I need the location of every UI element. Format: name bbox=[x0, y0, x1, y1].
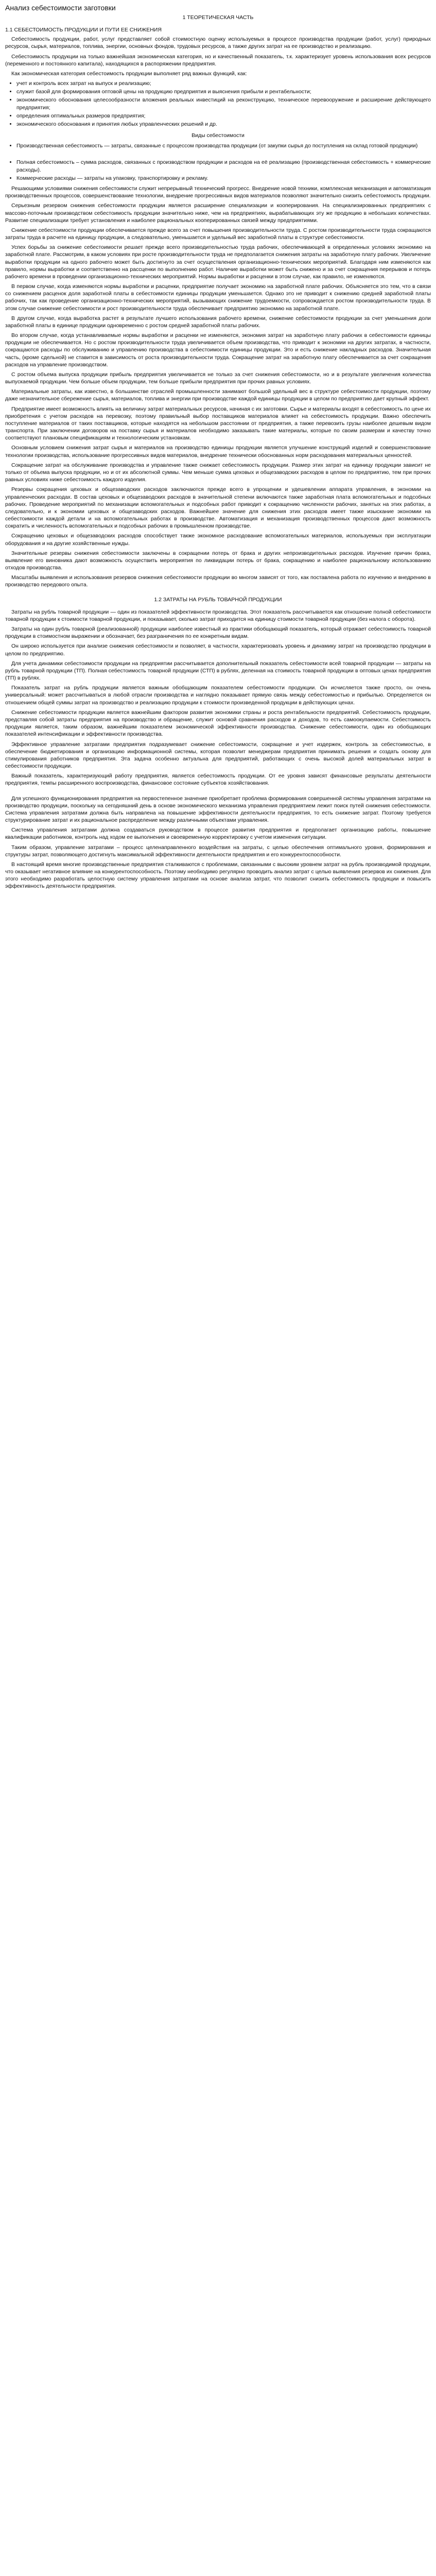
paragraph: Система управления затратами должна создаваться руководством в процессе развития предприятия и предполагает организацию работы, повышение квалификации работников, контроль над ходом ее выполнения и своевременную корректировку с учетом изменения ситуации. bbox=[5, 827, 431, 841]
paragraph: Себестоимость продукции на только важнейшая экономическая категория, но и качественный показатель, т.к. характеризует уровень использования всех ресурсов (переменного и постоянного капитала), находящихся в распоряжении предприятия. bbox=[5, 53, 431, 67]
list-item: • определения оптимальных размеров предприятия; bbox=[16, 112, 431, 120]
document-title: Анализ себестоимости заготовки bbox=[5, 4, 116, 12]
paragraph: Эффективное управление затратами предприятия подразумевает снижение себестоимости, сокращение и учет издержек, контроль за себестоимостью, в обеспечение бюджетирования и организацию информационной системы, которая позволит менеджерам предприятия принимать решения и создать основу для стимулирования работников предприятия. Эта задача особенно актуальна для предприятий, работающих с очень высокой долей материальных затрат в себестоимости продукции. bbox=[5, 741, 431, 770]
paragraph: В первом случае, когда изменяются нормы выработки и расценки, предприятие получает экономию на заработной плате рабочих. Объясняется это тем, что в связи со снижением расценок доля заработной платы в себестоимости единицы продукции уменьшается. Однако это не приводит к снижению средней заработной платы рабочих, так как проведение организационно-технических мероприятий, вызывающих снижение трудоемкости, сопровождается ростом производительности труда. В этом случае снижение себестоимости и рост производительности труда обеспечивает предприятию экономию на заработной плате. bbox=[5, 283, 431, 312]
section-title: 1.1 СЕБЕСТОИМОСТЬ ПРОДУКЦИИ И ПУТИ ЕЕ СНИЖЕНИЯ bbox=[5, 27, 162, 33]
list-item: • экономического обоснования и принятия любых управленческих решений и др. bbox=[16, 121, 431, 128]
paragraph: Основным условием снижения затрат сырья и материалов на производство единицы продукции является улучшение конструкций изделий и совершенствование технологии производства, использование прогрессивных видов материалов, внедрение технически обоснованных норм расходования материальных ценностей. bbox=[5, 445, 431, 459]
list-item: • Производственная себестоимость — затраты, связанные с процессом производства продукции (от закупки сырья до поступления на склад готовой продукции) bbox=[16, 142, 431, 149]
paragraph: Резервы сокращения цеховых и общезаводских расходов заключаются прежде всего в упрощении и удешевлении аппарата управления, в экономии на управленческих расходах. В состав цеховых и общезаводских расходов в значительной степени включаются также заработная плата вспомогательных и подсобных рабочих. Проведение мероприятий по механизации вспомогательных и подсобных работ приводит к сокращению численности рабочих, занятых на этих работах, а следовательно, и к экономии цеховых и общезаводских расходов. Важнейшее значение для снижения этих расходов имеет также изыскание экономии на себестоимости каждой детали и на вспомогательных работах в производстве. Автоматизация и механизация производственных процессов дают возможность сократить и численность вспомогательных и подсобных рабочих в промышленном производстве. bbox=[5, 486, 431, 530]
paragraph: Материальные затраты, как известно, в большинстве отраслей промышленности занимают большой удельный вес в структуре себестоимости продукции, поэтому даже незначительное сбережение сырья, материалов, топлива и энергии при производстве каждой единицы продукции в целом по предприятию дает крупный эффект. bbox=[5, 388, 431, 402]
paragraph: Значительные резервы снижения себестоимости заключены в сокращении потерь от брака и других непроизводительных расходов. Изучение причин брака, выявление его виновника дают возможность осуществить мероприятия по ликвидации потерь от брака, сокращению и наиболее рациональному использованию отходов производства. bbox=[5, 550, 431, 571]
part-title: 1 ТЕОРЕТИЧЕСКАЯ ЧАСТЬ bbox=[182, 14, 254, 21]
subheading: Виды себестоимости bbox=[191, 132, 245, 139]
paragraph: В другом случае, когда выработка растет в результате лучшего использования рабочего времени, снижение себестоимости продукции за счет уменьшения доли заработной платы в единице продукции одновременно с ростом средней заработной платы рабочих. bbox=[5, 315, 431, 329]
paragraph: Важный показатель, характеризующий работу предприятия, является себестоимость продукции. От ее уровня зависят финансовые результаты деятельности предприятия, темпы расширенного воспроизводства, финансовое состояние субъектов хозяйствования. bbox=[5, 773, 431, 787]
paragraph: Затраты на рубль товарной продукции — один из показателей эффективности производства. Этот показатель рассчитывается как отношение полной себестоимости товарной продукции к стоимости товарной продукции, и показывает, сколько затрат приходится на единицу стоимости товарной продукции (без налога с оборота). bbox=[5, 608, 431, 622]
paragraph: Во втором случае, когда устанавливаемые нормы выработки и расценки не изменяются, экономия затрат на заработную плату рабочих в себестоимости единицы продукции не обеспечивается. Но с ростом производительности труда увеличивается объем производства, что приводит к экономии на других затратах, в частности, сокращаются расходы по обслуживанию и управлению производства в себестоимости единицы продукции. Это и есть снижение накладных расходов. Значительная часть, (кроме сдельной) не ставится в зависимость от роста производительности труда. Сокращение затрат на заработную плату обеспечивается за счет сокращения расходов на управление производством. bbox=[5, 332, 431, 368]
document-page bbox=[0, 0, 436, 903]
paragraph: Масштабы выявления и использования резервов снижения себестоимости продукции во многом зависят от того, как поставлена работа по изучению и внедрению в производство передового опыта. bbox=[5, 574, 431, 588]
list-item: • учет и контроль всех затрат на выпуск и реализацию; bbox=[16, 80, 431, 87]
section-title: 1.2 ЗАТРАТЫ НА РУБЛЬ ТОВАРНОЙ ПРОДУКЦИИ bbox=[154, 596, 282, 603]
bullet-list bbox=[5, 142, 431, 149]
paragraph: Сокращению цеховых и общезаводских расходов способствует также экономное расходование вспомогательных материалов, используемых при эксплуатации оборудования и на другие хозяйственные нужды. bbox=[5, 533, 431, 547]
bullet-list bbox=[5, 80, 431, 128]
paragraph: Предприятие имеет возможность влиять на величину затрат материальных ресурсов, начиная с их заготовки. Сырье и материалы входят в себестоимость по цене их приобретения с учетом расходов на перевозку, поэтому правильный выбор поставщиков материалов влияет на себестоимость продукции. Важно обеспечить поступление материалов от таких поставщиков, которые находятся на небольшом расстоянии от предприятия, а также перевозить грузы наиболее дешевым видом транспорта. При заключении договоров на поставку сырья и материалов необходимо заказывать такие материалы, которые по своим размерам и качеству точно соответствуют плановым спецификациям и технологическим установкам. bbox=[5, 405, 431, 442]
paragraph: Для успешного функционирования предприятия на первостепенное значение приобретает проблема формирования совершенной системы управления затратами на производство продукции, поскольку на сегодняшний день в основе экономического механизма управления предприятием лежит поиск путей снижения себестоимости. Система управления затратами должна быть направлена на повышение эффективности деятельности предприятия, то есть снижение затрат. Поэтому требуется структурирование затрат и их рациональное распределение между различными объектами управления. bbox=[5, 795, 431, 824]
paragraph: Затраты на один рубль товарной (реализованной) продукции наиболее известный из практики обобщающий показатель, который отражает себестоимость товарной продукции в стоимостном выражении и обозначает, без разграничения по ее конкретным видам. bbox=[5, 626, 431, 640]
paragraph: Таким образом, управление затратами – процесс целенаправленного воздействия на затраты, с целью обеспечения оптимального уровня, формирования и структуры затрат, позволяющего достигнуть максимальной эффективности деятельности предприятия и его конкурентоспособности. bbox=[5, 844, 431, 858]
paragraph: В настоящий время многие производственные предприятия сталкиваются с проблемами, связанными с высоким уровнем затрат на рубль производимой продукции, что оказывает негативное влияние на конкурентоспособность. Поэтому необходимо регулярно проводить анализ затрат с целью выявления резервов их снижения. Для этого необходимо разработать целостную систему управления затратами на основе анализа затрат, что позволит снизить себестоимость продукции и повысить эффективность деятельности предприятия. bbox=[5, 861, 431, 890]
spacer bbox=[5, 790, 431, 795]
paragraph: Решающими условиями снижения себестоимости служит непрерывный технический прогресс. Внедрение новой техники, комплексная механизация и автоматизация производственных процессов, совершенствование технологии, внедрение прогрессивных видов материалов позволяют значительно снизить себестоимость продукции. bbox=[5, 185, 431, 199]
paragraph: Успех борьбы за снижение себестоимости решает прежде всего производительностью труда рабочих, обеспечивающей в определенных условиях экономию на заработной плате. Рассмотрим, в каком условиях при росте производительности труда не предполагается снижения затраты на заработную плату рабочих. Увеличение выработки продукции на одного рабочего может быть достигнуто за счет осуществления организационно-технических мероприятий. Благодаря ним изменяются как правило, нормы выработки и соответственно на рассценки по выполнению работ. Наличие выработки может быть снижено и за счет сокращения перерывов и потерь рабочего времени в проведении организационно-технических мероприятий. Нормы выработки и расценки в этом случае, как правило, не изменяются. bbox=[5, 244, 431, 280]
paragraph: Снижение себестоимости продукции является важнейшим фактором развития экономики страны и роста рентабельности предприятий. Себестоимость продукции, представляя собой затраты предприятия на производство и обращение, служит основой сравнения расходов и доходов, то есть самоокупаемости. Себестоимость продукции является, таким образом, важнейшим показателем экономической эффективности производства. Снижение себестоимости, один из обобщающих показателей интенсификации и эффективности производства. bbox=[5, 709, 431, 738]
paragraph: С ростом объема выпуска продукции прибыль предприятия увеличивается не только за счет снижения себестоимости, но и в результате увеличения количества выпускаемой продукции. Чем больше объем продукции, тем больше прибыли предприятия при прочих равных условиях. bbox=[5, 371, 431, 385]
list-item: • Полная себестоимость – сумма расходов, связанных с производством продукции и расходов на её реализацию (производственная себестоимость + коммерческие расходы). bbox=[16, 159, 431, 173]
paragraph: Как экономическая категория себестоимость продукции выполняет ряд важных функций, как: bbox=[11, 70, 247, 77]
paragraph: Себестоимость продукции, работ, услуг представляет собой стоимостную оценку используемых в процессе производства продукции (работ, услуг) природных ресурсов, сырья, материалов, топлива, энергии, основных фондов, трудовых ресурсов, а также других затрат на ее производство и реализацию. bbox=[5, 36, 431, 50]
document-body bbox=[5, 36, 431, 890]
bullet-list bbox=[5, 159, 431, 182]
list-item: • экономического обоснования целесообразности вложения реальных инвестиций на реконструкцию, техническое перевооружение и расширение действующего предприятия; bbox=[16, 96, 431, 111]
paragraph: Показатель затрат на рубль продукции является важным обобщающим показателем себестоимости продукции. Он исчисляется также просто, он очень универсальный: может рассчитываться в любой отрасли производства и наглядно показывает прямую связь между себестоимостью и прибылью. Определяется он отношением общей суммы затрат на производство и реализацию продукции к стоимости произведенной продукции в действующих ценах. bbox=[5, 685, 431, 706]
paragraph: Он широко используется при анализе снижения себестоимости и позволяет, в частности, характеризовать уровень и динамику затрат на производство продукции в целом по предприятию. bbox=[5, 643, 431, 657]
paragraph: Сокращение затрат на обслуживание производства и управление также снижает себестоимость продукции. Размер этих затрат на единицу продукции зависит не только от объема выпуска продукции, но и от их абсолютной суммы. Чем меньше сумма цеховых и общезаводских расходов в целом по предприятию, тем при прочих равных условиях ниже себестоимость каждого изделия. bbox=[5, 462, 431, 483]
list-item: • Коммерческие расходы — затраты на упаковку, транспортировку и рекламу. bbox=[16, 175, 431, 182]
paragraph: Серьезным резервом снижения себестоимости продукции является расширение специализации и кооперирования. На специализированных предприятиях с массово-поточным производством себестоимость продукции значительно ниже, чем на предприятиях, вырабатывающих эту же продукцию в небольших количествах. Развитие специализации требует установления и наиболее рациональных кооперированных связей между предприятиями. bbox=[5, 202, 431, 224]
list-item: • служит базой для формирования оптовой цены на продукцию предприятия и выяснения прибыли и рентабельности; bbox=[16, 88, 431, 95]
paragraph: Для учета динамики себестоимости продукции на предприятии рассчитывается дополнительный показатель себестоимости всей товарной продукции — затраты на рубль товарной продукции (ТП). Полная себестоимость товарной продукции (СТП) в рублях, деленная на стоимость товарной продукции в оптовых ценах предприятия (ТП) в рублях. bbox=[5, 660, 431, 682]
spacer bbox=[5, 152, 431, 158]
paragraph: Снижение себестоимости продукции обеспечивается прежде всего за счет повышения производительности труда. С ростом производительности труда сокращаются затраты труда в расчете на единицу продукции, а следовательно, уменьшается и удельный вес заработной платы в структуре себестоимости. bbox=[5, 227, 431, 241]
